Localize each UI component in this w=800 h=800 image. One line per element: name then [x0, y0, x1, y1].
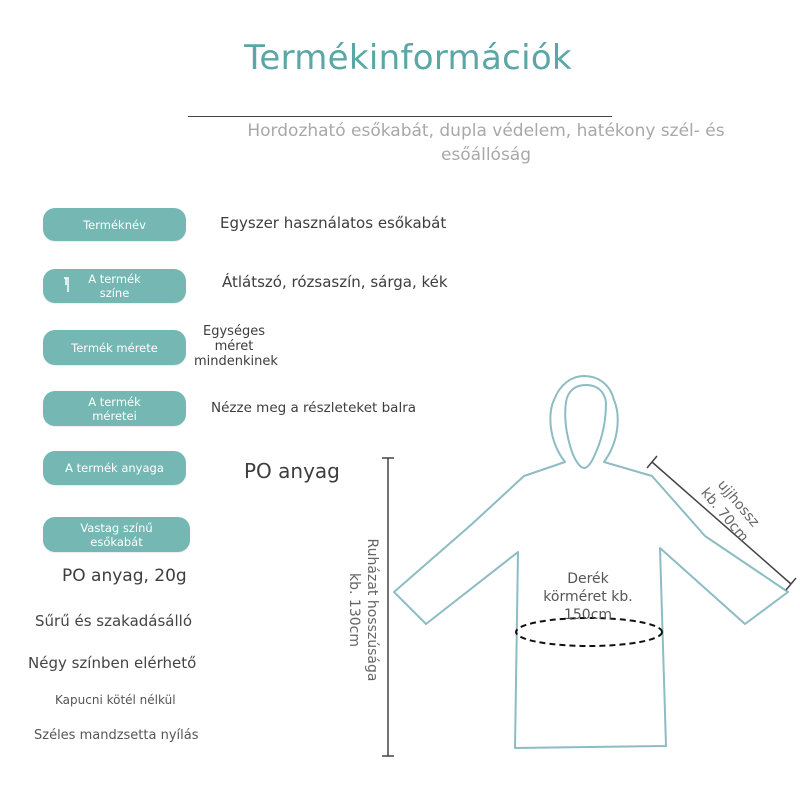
page-title: Termékinformációk [244, 38, 572, 78]
spec-value-thick-raincoat: PO anyag, 20g [62, 566, 187, 586]
waist-measurement-label: Derék körméret kb. 150cm [543, 571, 633, 623]
length-measurement-label: Ruházat hosszúsága kb. 130cm [346, 538, 380, 682]
feature-item: Sűrű és szakadásálló [35, 612, 193, 630]
spec-label-product-size: Termék mérete [43, 330, 186, 365]
spec-value-product-dimensions: Nézze meg a részleteket balra [211, 400, 417, 416]
spec-value-product-color: Átlátszó, rózsaszín, sárga, kék [222, 273, 448, 291]
spec-label-product-color: A termék színe [43, 269, 186, 303]
spec-value-product-size: Egységes méret mindenkinek [194, 324, 278, 369]
hood-inner-outline [565, 385, 606, 468]
feature-item: Kapucni kötél nélkül [55, 693, 176, 707]
spec-value-product-material: PO anyag [244, 459, 340, 483]
page-subtitle: Hordozható esőkabát, dupla védelem, hatékony szél- és esőállóság [247, 121, 725, 165]
spec-label-product-name: Terméknév [43, 208, 186, 241]
spec-value-product-name: Egyszer használatos esőkabát [220, 214, 447, 232]
feature-item: Széles mandzsetta nyílás [34, 728, 199, 743]
spec-label-thick-raincoat: Vastag színű esőkabát [43, 517, 190, 552]
feature-item: Négy színben elérhető [28, 654, 197, 672]
sleeve-measurement-label: ujjhossz kb. 70cm [697, 477, 763, 546]
raincoat-outline [394, 376, 788, 748]
spec-label-product-dimensions: A termék méretei [43, 391, 186, 426]
spec-label-product-material: A termék anyaga [43, 451, 186, 485]
